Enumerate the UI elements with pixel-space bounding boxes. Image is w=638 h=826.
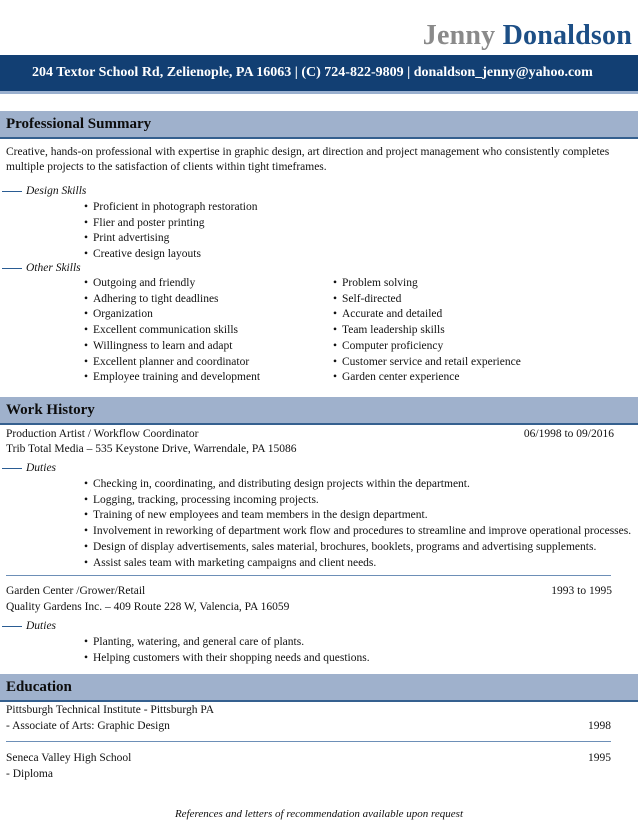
list-item: • Excellent communication skills: [84, 323, 260, 339]
section-header-summary: [0, 111, 638, 139]
list-item: • Accurate and detailed: [333, 307, 521, 323]
resume-name: [423, 20, 632, 52]
heading-rule: [2, 191, 22, 192]
contact-bar: [0, 55, 638, 94]
last-name: Donaldson: [502, 20, 632, 51]
first-name: Jenny: [422, 20, 496, 51]
school-degree: - Associate of Arts: Graphic Design: [6, 720, 170, 732]
duties-heading: [0, 620, 56, 632]
list-item: • Team leadership skills: [333, 323, 521, 339]
duties-list: [84, 635, 370, 666]
list-item: • Organization: [84, 307, 260, 323]
list-item: • Garden center experience: [333, 370, 521, 386]
heading-rule: [2, 626, 22, 627]
job-title: Garden Center /Grower/Retail: [6, 585, 146, 597]
section-header-education: [0, 674, 638, 702]
list-item: • Excellent planner and coordinator: [84, 355, 260, 371]
job-employer: Quality Gardens Inc. – 409 Route 228 W, Valencia, PA 16059: [6, 601, 290, 613]
duties-label: Duties: [26, 620, 57, 632]
list-item: • Checking in, coordinating, and distributing design projects within the department.: [84, 477, 631, 493]
section-header-work: [0, 397, 638, 425]
references-note: References and letters of recommendation available upon request: [174, 808, 464, 820]
list-item: • Willingness to learn and adapt: [84, 339, 260, 355]
duties-list: [84, 477, 631, 571]
job-title: Production Artist / Workflow Coordinator: [6, 428, 199, 440]
list-item: • Creative design layouts: [84, 247, 257, 263]
design-skills-label: Design Skills: [26, 185, 87, 197]
section-title: Professional Summary: [6, 116, 152, 132]
list-item: • Employee training and development: [84, 370, 260, 386]
other-skills-list-right: [333, 276, 521, 386]
heading-rule: [2, 268, 22, 269]
list-item: • Self-directed: [333, 292, 521, 308]
list-item: • Planting, watering, and general care of plants.: [84, 635, 370, 651]
list-item: • Logging, tracking, processing incoming projects.: [84, 493, 631, 509]
summary-text: Creative, hands-on professional with expertise in graphic design, art direction and project management who consistently completes multiple projects to the satisfaction of clients within tight timeframes.: [6, 146, 610, 173]
list-item: • Computer proficiency: [333, 339, 521, 355]
other-skills-heading: [0, 262, 81, 274]
divider: [6, 575, 611, 576]
list-item: • Flier and poster printing: [84, 216, 257, 232]
section-title: Education: [6, 679, 72, 695]
list-item: • Proficient in photograph restoration: [84, 200, 257, 216]
job-dates: 1993 to 1995: [551, 585, 612, 597]
school-name: Pittsburgh Technical Institute - Pittsburgh PA: [6, 704, 215, 716]
contact-info: 204 Textor School Rd, Zelienople, PA 16063 | (C) 724-822-9809 | donaldson_jenny@yahoo.com: [32, 65, 593, 80]
list-item: • Design of display advertisements, sales material, brochures, booklets, programs and advertising supplements.: [84, 540, 631, 556]
other-skills-label: Other Skills: [26, 262, 81, 274]
list-item: • Training of new employees and team members in the design department.: [84, 508, 631, 524]
list-item: • Adhering to tight deadlines: [84, 292, 260, 308]
job-employer: Trib Total Media – 535 Keystone Drive, Warrendale, PA 15086: [6, 443, 297, 455]
duties-heading: [0, 462, 56, 474]
list-item: • Involvement in reworking of department work flow and procedures to streamline and improve operational processes.: [84, 524, 631, 540]
list-item: • Customer service and retail experience: [333, 355, 521, 371]
duties-label: Duties: [26, 462, 57, 474]
job-dates: 06/1998 to 09/2016: [523, 428, 614, 440]
school-year: 1995: [588, 752, 611, 764]
section-title: Work History: [6, 402, 95, 418]
divider: [6, 741, 611, 742]
heading-rule: [2, 468, 22, 469]
list-item: • Print advertising: [84, 231, 257, 247]
school-year: 1998: [588, 720, 611, 732]
design-skills-list: [84, 200, 257, 263]
list-item: • Helping customers with their shopping needs and questions.: [84, 651, 370, 667]
other-skills-list-left: [84, 276, 260, 386]
list-item: • Assist sales team with marketing campaigns and client needs.: [84, 556, 631, 572]
list-item: • Outgoing and friendly: [84, 276, 260, 292]
school-degree: - Diploma: [6, 768, 53, 780]
list-item: • Problem solving: [333, 276, 521, 292]
school-name: Seneca Valley High School: [6, 752, 132, 764]
design-skills-heading: [0, 185, 86, 197]
